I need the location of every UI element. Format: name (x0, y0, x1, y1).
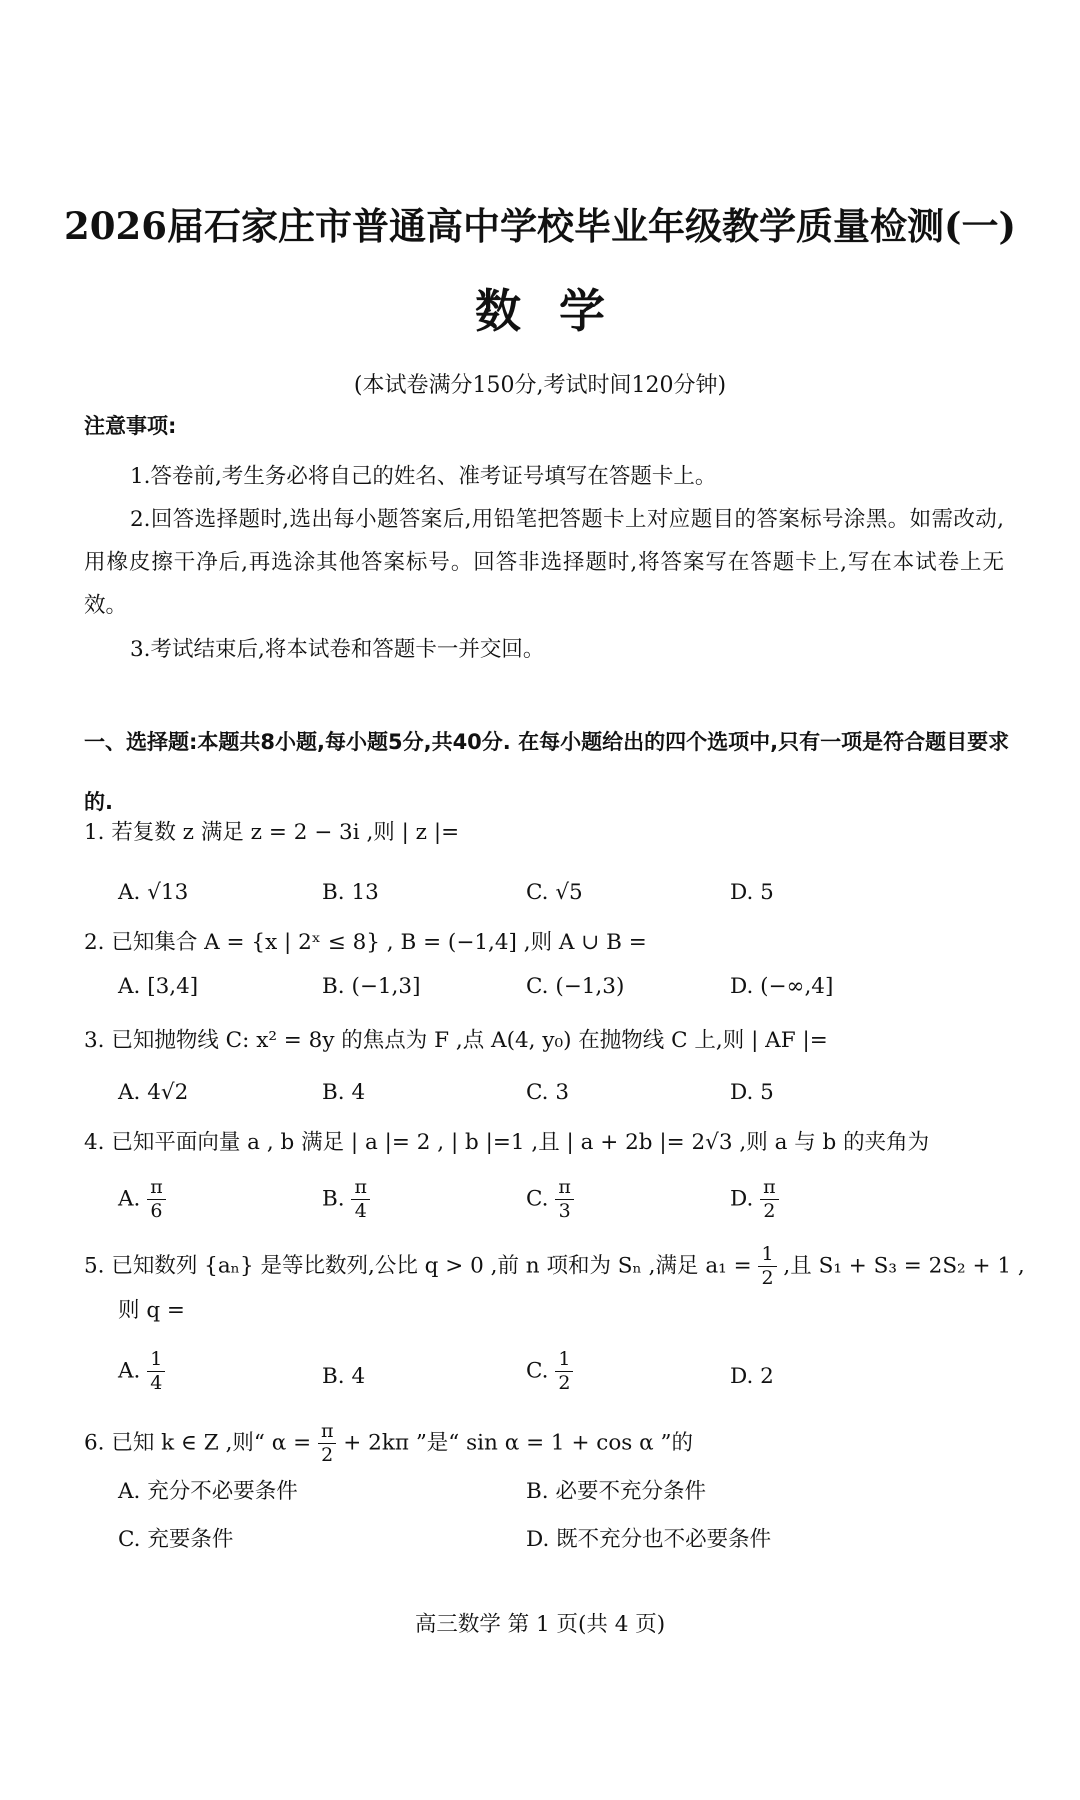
fraction-denominator: 2 (558, 1372, 571, 1394)
exam-title: 2026届石家庄市普通高中学校毕业年级教学质量检测(一) (64, 204, 1016, 248)
fraction-numerator: π (147, 1178, 166, 1200)
question-4-option-c: C. $\frac{\pi}{3}$ (526, 1178, 574, 1221)
question-1-option-c: C. √5 (526, 880, 583, 905)
question-5-option-b: B. 4 (322, 1364, 366, 1389)
question-2-option-a: A. [3,4] (118, 974, 199, 999)
question-3-option-a: A. 4√2 (118, 1080, 189, 1105)
notice-item-3: 3.考试结束后,将本试卷和答题卡一并交回。 (130, 637, 545, 662)
question-2-stem: 2. 已知集合 A = {x | 2ˣ ≤ 8} , B = (−1,4] ,则 A ∪ B = (84, 930, 647, 955)
question-6-option-d: D. 既不充分也不必要条件 (526, 1527, 772, 1552)
question-3-option-c: C. 3 (526, 1080, 570, 1105)
section-heading: 一、选择题:本题共8小题,每小题5分,共40分. 在每小题给出的四个选项中,只有一项是符合题目要求的. (84, 730, 1010, 814)
fraction-denominator: 2 (763, 1200, 776, 1222)
fraction-numerator: 1 (147, 1350, 165, 1372)
fraction-denominator: 2 (761, 1267, 774, 1289)
question-1-option-a: A. √13 (118, 880, 189, 905)
notice-item-2: 2.回答选择题时,选出每小题答案后,用铅笔把答题卡上对应题目的答案标号涂黑。如需改动,用橡皮擦干净后,再选涂其他答案标号。回答非选择题时,将答案写在答题卡上,写在本试卷上无效。 (84, 507, 1004, 618)
question-3-stem: 3. 已知抛物线 C: x² = 8y 的焦点为 F ,点 A(4, y₀) 在抛物线 C 上,则 | AF |= (84, 1028, 828, 1053)
question-2-option-b: B. (−1,3] (322, 974, 421, 999)
question-6-option-b: B. 必要不充分条件 (526, 1479, 706, 1504)
page-footer: 高三数学 第 1 页(共 4 页) (414, 1612, 666, 1637)
question-1-stem: 1. 若复数 z 满足 z = 2 − 3i ,则 | z |= (84, 820, 460, 845)
question-5-option-a: A. $\frac{1}{4}$ (118, 1350, 165, 1393)
question-4-option-d: D. $\frac{\pi}{2}$ (730, 1178, 779, 1221)
fraction-numerator: 1 (758, 1245, 776, 1267)
question-6-option-c: C. 充要条件 (118, 1527, 234, 1552)
notice-title: 注意事项: (84, 414, 177, 438)
question-4-stem: 4. 已知平面向量 a , b 满足 | a |= 2 , | b |=1 ,且 | a + 2b |= 2√3 ,则 a 与 b 的夹角为 (84, 1130, 930, 1155)
fraction-denominator: 3 (558, 1200, 571, 1222)
question-4-option-a: A. $\frac{\pi}{6}$ (118, 1178, 166, 1221)
question-6-stem: 6. 已知 k ∈ Z ,则“ α = $\frac{\pi}{2}$ + 2kπ ”是“ sin α = 1 + cos α ”的 (84, 1420, 693, 1466)
question-1-option-d: D. 5 (730, 880, 774, 905)
subject-title: 数学 (475, 284, 643, 338)
fraction-denominator: 2 (321, 1444, 334, 1466)
notice-item-1: 1.答卷前,考生务必将自己的姓名、准考证号填写在答题卡上。 (130, 464, 717, 489)
question-3-option-b: B. 4 (322, 1080, 366, 1105)
question-5-option-c: C. $\frac{1}{2}$ (526, 1350, 573, 1393)
fraction-numerator: π (351, 1178, 370, 1200)
question-2-option-d: D. (−∞,4] (730, 974, 834, 999)
question-3-option-d: D. 5 (730, 1080, 774, 1105)
fraction-numerator: π (760, 1178, 779, 1200)
question-4-option-b: B. $\frac{\pi}{4}$ (322, 1178, 370, 1221)
fraction-denominator: 4 (354, 1200, 367, 1222)
question-5-option-d: D. 2 (730, 1364, 774, 1389)
fraction-denominator: 4 (150, 1372, 163, 1394)
fraction-denominator: 6 (150, 1200, 163, 1222)
fraction-numerator: π (555, 1178, 574, 1200)
question-6-option-a: A. 充分不必要条件 (118, 1479, 298, 1504)
fraction-numerator: 1 (555, 1350, 573, 1372)
question-5-stem: 5. 已知数列 {aₙ} 是等比数列,公比 q > 0 ,前 n 项和为 Sₙ ,满足 a₁ = $\frac{1}{2}$ ,且 S₁ + S₃ = 2S₂ + 1 , (84, 1243, 1025, 1289)
question-2-option-c: C. (−1,3) (526, 974, 625, 999)
fraction-numerator: π (318, 1422, 337, 1444)
question-1-option-b: B. 13 (322, 880, 379, 905)
question-5-stem-line2: 则 q = (118, 1298, 185, 1323)
exam-info: (本试卷满分150分,考试时间120分钟) (353, 373, 727, 398)
